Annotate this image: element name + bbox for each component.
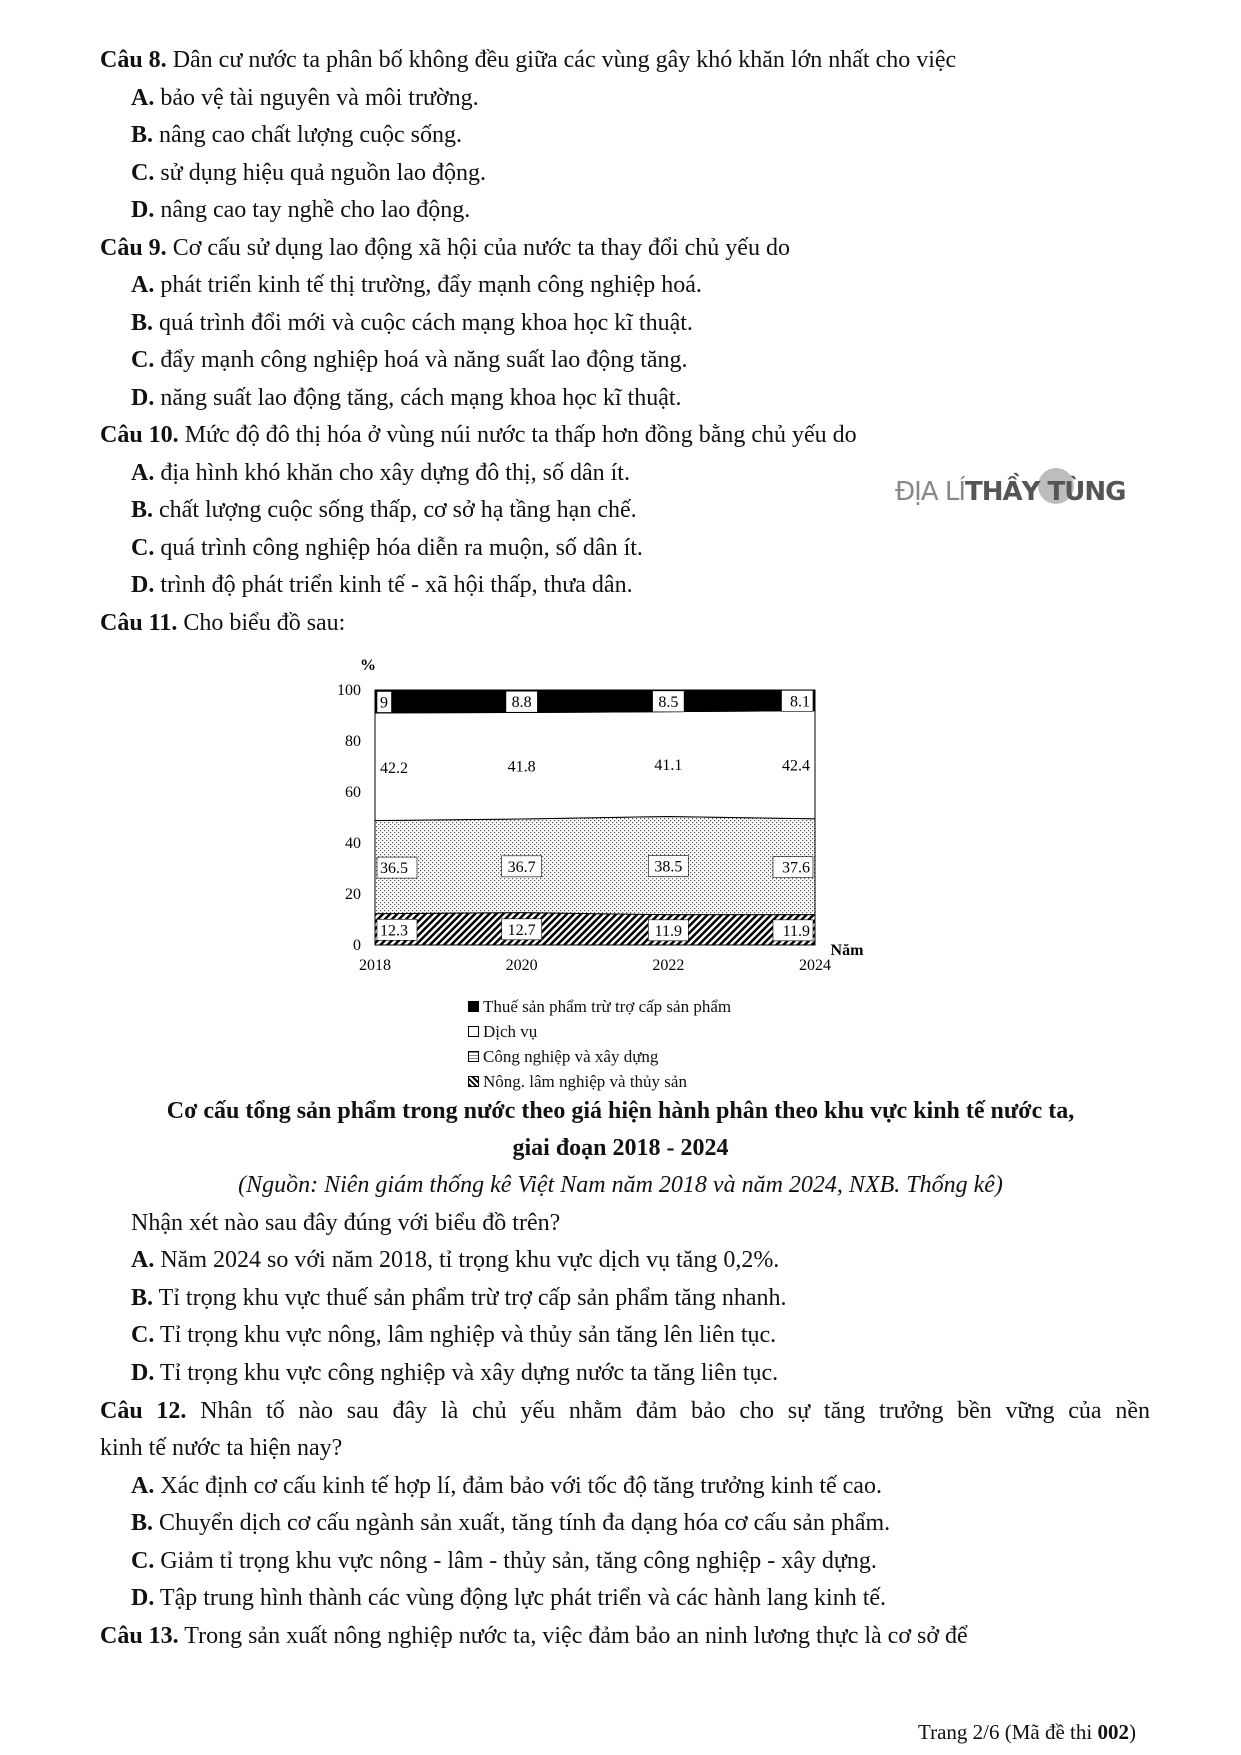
option-key: A. xyxy=(131,272,155,298)
option-text: Chuyển dịch cơ cấu ngành sản xuất, tăng tính đa dạng hóa cơ cấu sản phẩm. xyxy=(159,1510,891,1536)
x-tick-label: 2022 xyxy=(652,957,685,974)
question-8 xyxy=(100,43,956,77)
data-label: 36.7 xyxy=(507,858,536,876)
data-label: 12.3 xyxy=(380,922,408,940)
option-text: quá trình đổi mới và cuộc cách mạng khoa học kĩ thuật. xyxy=(159,310,693,336)
data-label: 41.1 xyxy=(654,757,683,775)
option-key: B. xyxy=(131,1510,154,1536)
option-text: chất lượng cuộc sống thấp, cơ sở hạ tầng hạn chế. xyxy=(159,497,637,523)
option-text: phát triển kinh tế thị trường, đẩy mạnh công nghiệp hoá. xyxy=(160,272,702,298)
option-key: B. xyxy=(131,497,154,523)
question-label: Câu 10. xyxy=(100,422,179,448)
question-label: Câu 9. xyxy=(100,235,167,261)
option xyxy=(131,493,637,527)
option xyxy=(131,456,630,490)
data-label: 8.5 xyxy=(658,693,679,711)
question-13 xyxy=(100,1619,968,1653)
option-key: B. xyxy=(131,122,154,148)
option-key: C. xyxy=(131,535,155,561)
option xyxy=(131,306,693,340)
question-text: Cơ cấu sử dụng lao động xã hội của nước ta thay đổi chủ yếu do xyxy=(172,235,790,261)
y-tick-label: 20 xyxy=(345,886,361,903)
watermark-part1: ĐỊA LÍ xyxy=(895,477,966,507)
legend-item-agriculture xyxy=(468,1069,731,1094)
option-text: năng suất lao động tăng, cách mạng khoa học kĩ thuật. xyxy=(160,385,682,411)
option xyxy=(131,1243,779,1277)
y-tick-label: 100 xyxy=(337,682,361,699)
area-tax xyxy=(375,690,815,713)
option-key: D. xyxy=(131,1360,155,1386)
option-text: trình độ phát triển kinh tế - xã hội thấp, thưa dân. xyxy=(160,572,633,598)
legend-swatch xyxy=(468,1026,479,1037)
area-agriculture xyxy=(375,913,815,945)
option-text: địa hình khó khăn cho xây dựng đô thị, số dân ít. xyxy=(160,460,630,486)
option-text: đẩy mạnh công nghiệp hoá và năng suất lao động tăng. xyxy=(160,347,688,373)
data-label: 8.8 xyxy=(511,694,532,712)
option xyxy=(131,1281,786,1315)
area-industry xyxy=(375,816,815,914)
question-label: Câu 12. xyxy=(100,1398,187,1424)
data-label: 36.5 xyxy=(380,860,408,878)
chart-title-line1: Cơ cấu tổng sản phẩm trong nước theo giá hiện hành phân theo khu vực kinh tế nước ta, xyxy=(166,1098,1075,1124)
option-key: B. xyxy=(131,1285,154,1311)
option xyxy=(131,1356,778,1390)
data-label: 11.9 xyxy=(782,922,810,940)
x-tick-label: 2018 xyxy=(359,957,391,974)
area-services xyxy=(375,711,815,821)
option-key: D. xyxy=(131,1585,155,1611)
option xyxy=(131,1581,886,1615)
legend-swatch xyxy=(468,1001,479,1012)
question-prompt: Nhận xét nào sau đây đúng với biểu đồ trên? xyxy=(131,1210,561,1236)
data-label: 8.1 xyxy=(790,693,810,711)
question-12-cont: kinh tế nước ta hiện nay? xyxy=(100,1435,343,1461)
option xyxy=(131,568,633,602)
question-text: Dân cư nước ta phân bố không đều giữa các vùng gây khó khăn lớn nhất cho việc xyxy=(172,47,957,73)
option xyxy=(131,381,682,415)
option-key: C. xyxy=(131,1322,155,1348)
y-tick-label: 60 xyxy=(345,784,361,801)
option xyxy=(131,343,688,377)
option xyxy=(131,1544,877,1578)
chart-legend xyxy=(468,994,731,1094)
option xyxy=(131,81,479,115)
legend-swatch xyxy=(468,1051,479,1062)
question-10 xyxy=(100,418,857,452)
option xyxy=(131,156,486,190)
data-label: 37.6 xyxy=(782,859,810,877)
option xyxy=(131,1506,890,1540)
legend-item-tax xyxy=(468,994,731,1019)
option-text: Giảm tỉ trọng khu vực nông - lâm - thủy sản, tăng công nghiệp - xây dựng. xyxy=(160,1548,877,1574)
footer-code: 002 xyxy=(1097,1720,1129,1744)
data-label: 9 xyxy=(380,694,388,712)
option-text: Tỉ trọng khu vực thuế sản phẩm trừ trợ cấp sản phẩm tăng nhanh. xyxy=(158,1285,787,1311)
option-key: B. xyxy=(131,310,154,336)
legend-label: Dịch vụ xyxy=(483,1022,538,1041)
data-label: 42.4 xyxy=(782,757,810,775)
option xyxy=(131,268,702,302)
data-label: 41.8 xyxy=(507,758,536,776)
question-text: Nhân tố nào sau đây là chủ yếu nhằm đảm bảo cho sự tăng trưởng bền vững của nền xyxy=(200,1398,1150,1424)
option-text: Tỉ trọng khu vực nông, lâm nghiệp và thủy sản tăng lên liên tục. xyxy=(159,1322,777,1348)
option-text: quá trình công nghiệp hóa diễn ra muộn, số dân ít. xyxy=(160,535,643,561)
option xyxy=(131,1318,776,1352)
legend-label: Công nghiệp và xây dựng xyxy=(483,1047,659,1066)
chart-source: (Nguồn: Niên giám thống kê Việt Nam năm 2018 và năm 2024, NXB. Thống kê) xyxy=(238,1172,1003,1198)
option-text: nâng cao chất lượng cuộc sống. xyxy=(159,122,462,148)
page-footer xyxy=(918,1720,1136,1745)
data-label: 38.5 xyxy=(654,858,683,876)
y-tick-label: 0 xyxy=(353,937,361,954)
question-12 xyxy=(100,1394,1150,1428)
data-label: 42.2 xyxy=(380,759,408,777)
option xyxy=(131,193,470,227)
option-text: nâng cao tay nghề cho lao động. xyxy=(160,197,471,223)
watermark-part2: THẦY TÙNG xyxy=(965,477,1126,507)
option-key: A. xyxy=(131,85,155,111)
y-tick-label: 40 xyxy=(345,835,361,852)
question-text: Mức độ đô thị hóa ở vùng núi nước ta thấp hơn đồng bằng chủ yếu do xyxy=(184,422,857,448)
legend-label: Thuế sản phẩm trừ trợ cấp sản phẩm xyxy=(483,997,732,1016)
option-text: Xác định cơ cấu kinh tế hợp lí, đảm bảo với tốc độ tăng trưởng kinh tế cao. xyxy=(160,1473,882,1499)
option-key: A. xyxy=(131,1247,155,1273)
option-text: Tỉ trọng khu vực công nghiệp và xây dựng nước ta tăng liên tục. xyxy=(159,1360,779,1386)
option-key: D. xyxy=(131,197,155,223)
stacked-area-chart xyxy=(330,640,930,990)
option xyxy=(131,118,462,152)
option-key: C. xyxy=(131,347,155,373)
option-key: C. xyxy=(131,160,155,186)
chart-areas xyxy=(375,690,815,945)
x-tick-label: 2020 xyxy=(505,957,538,974)
option-key: A. xyxy=(131,460,155,486)
legend-swatch xyxy=(468,1076,479,1087)
question-label: Câu 13. xyxy=(100,1623,179,1649)
question-9 xyxy=(100,231,790,265)
option xyxy=(131,1469,882,1503)
question-label: Câu 8. xyxy=(100,47,167,73)
legend-label: Nông. lâm nghiệp và thủy sản xyxy=(483,1072,687,1091)
x-axis-title: Năm xyxy=(830,942,864,959)
question-text: Trong sản xuất nông nghiệp nước ta, việc đảm bảo an ninh lương thực là cơ sở để xyxy=(184,1623,968,1649)
legend-item-services xyxy=(468,1019,731,1044)
chart-title-line2: giai đoạn 2018 - 2024 xyxy=(512,1135,729,1161)
watermark-logo xyxy=(895,477,1125,507)
option-key: C. xyxy=(131,1548,155,1574)
y-tick-label: 80 xyxy=(345,733,361,750)
data-label: 11.9 xyxy=(654,922,683,940)
option-text: Tập trung hình thành các vùng động lực phát triển và các hành lang kinh tế. xyxy=(159,1585,887,1611)
question-label: Câu 11. xyxy=(100,610,178,636)
option-key: D. xyxy=(131,572,155,598)
question-11 xyxy=(100,606,345,640)
option-text: Năm 2024 so với năm 2018, tỉ trọng khu vực dịch vụ tăng 0,2%. xyxy=(160,1247,780,1273)
option-key: D. xyxy=(131,385,155,411)
question-text: Cho biểu đồ sau: xyxy=(183,610,346,636)
legend-item-industry xyxy=(468,1044,731,1069)
footer-close: ) xyxy=(1128,1720,1136,1744)
data-label: 12.7 xyxy=(507,921,536,939)
footer-text: Trang 2/6 (Mã đề thi xyxy=(918,1720,1098,1744)
option-text: sử dụng hiệu quả nguồn lao động. xyxy=(160,160,486,186)
x-tick-label: 2024 xyxy=(799,957,831,974)
option-key: A. xyxy=(131,1473,155,1499)
option-text: bảo vệ tài nguyên và môi trường. xyxy=(160,85,479,111)
y-axis-title: % xyxy=(360,657,376,674)
option xyxy=(131,531,643,565)
